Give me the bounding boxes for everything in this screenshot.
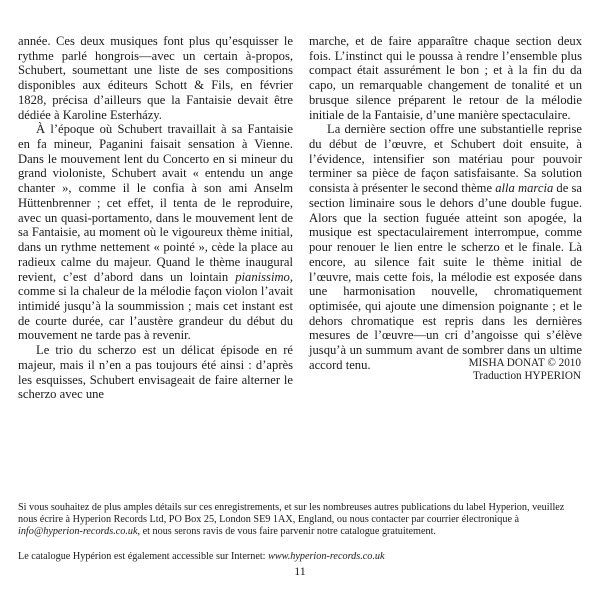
page-number: 11: [294, 564, 306, 578]
website-link[interactable]: www.hyperion-records.co.uk: [268, 550, 385, 562]
author-signature: [400, 357, 581, 384]
footer-notice: [18, 502, 582, 563]
left-text-column: [18, 34, 293, 402]
paragraph: Le trio du scherzo est un délicat épisode en ré majeur, mais il n’en a pas toujours été ainsi : d’après les esquisses, Schubert envisageait de faire alterner le scherzo avec une: [18, 343, 293, 402]
paragraph: À l’époque où Schubert travaillait à sa Fantaisie en fa mineur, Paganini faisait sensation à Vienne. Dans le mouvement lent du Concerto en si mineur du grand violoniste, Schubert avait « entendu un ange chanter », comme il le confia à son ami Anselm Hüttenbrenner ; cet effet, il tenta de le reproduire, avec un quasi-portamento, dans le mouvement lent de sa Fantaisie, au moment où le vigoureux thème initial, dans un rythme nettement « pointé », cède la place au radieux calme du majeur. Quand le thème inaugural revient, c’est d’abord dans un lointain pianissimo, comme si la chaleur de la mélodie façon violon l’avait intimidé jusqu’à la soummission ; mais cet instant est de courte durée, car l’austère grandeur du début du mouvement ne tarde pas à revenir.: [18, 122, 293, 343]
author-credit: MISHA DONAT © 2010: [468, 357, 581, 369]
email-link[interactable]: info@hyperion-records.co.uk: [18, 526, 138, 538]
paragraph: marche, et de faire apparaître chaque section deux fois. L’instinct qui le poussa à rendre l’ensemble plus compact était assurément le bon ; et à la fin du da capo, un remarquable changement de tonalité et un brusque silence préparent le retour de la mélodie initiale de la Fantaisie, d’une manière spectaculaire.: [309, 34, 582, 122]
online-catalogue-text: Le catalogue Hypérion est également accessible sur Internet: www.hyperion-records.co.uk: [18, 550, 385, 562]
paragraph: année. Ces deux musiques font plus qu’esquisser le rythme parlé hongrois—avec un certain à-propos, Schubert, soumettant une liste de ses compositions disponibles aux éditeurs Schott & Fils, en février 1828, précisa d’ailleurs que la Fantaisie devait être dédiée à Karoline Esterházy.: [18, 34, 293, 122]
italic-term: alla marcia: [495, 181, 554, 196]
italic-term: pianissimo: [235, 269, 290, 284]
translation-credit: Traduction HYPERION: [472, 370, 581, 383]
contact-text: Si vous souhaitez de plus amples détails sur ces enregistrements, et sur les nombreuses autres publications du label Hyperion, veuillez nous écrire à Hyperion Records Ltd, PO Box 25, London SE9 1AX, England, ou nous contacter par courrier électronique à info@hyperion-records.co.uk, et nous serons ravis de vous faire parvenir notre catalogue gratuitement.: [18, 502, 565, 538]
right-text-column: [309, 34, 582, 373]
paragraph: La dernière section offre une substantielle reprise du début de l’œuvre, et Schubert doit ensuite, à l’évidence, intensifier son matériau pour pouvoir terminer sa pièce de façon satisfaisante. Sa solution consista à présenter le second thème alla marcia de sa section liminaire sous le dehors d’une double fugue. Alors que la section fuguée atteint son apogée, la musique est spectaculairement interrompue, comme pour renouer le lien entre le scherzo et le finale. Là encore, au silence fait suite le thème initial de l’œuvre, mais cette fois, la mélodie est exposée dans une harmonisation nouvelle, chromatiquement optimisée, qui ajoute une dimension poignante ; et le dehors chromatique est repris dans les dernières mesures de l’œuvre—un cri d’angoisse qui s’élève jusqu’à un summum avant de sombrer dans un ultime accord tenu.: [309, 122, 582, 372]
